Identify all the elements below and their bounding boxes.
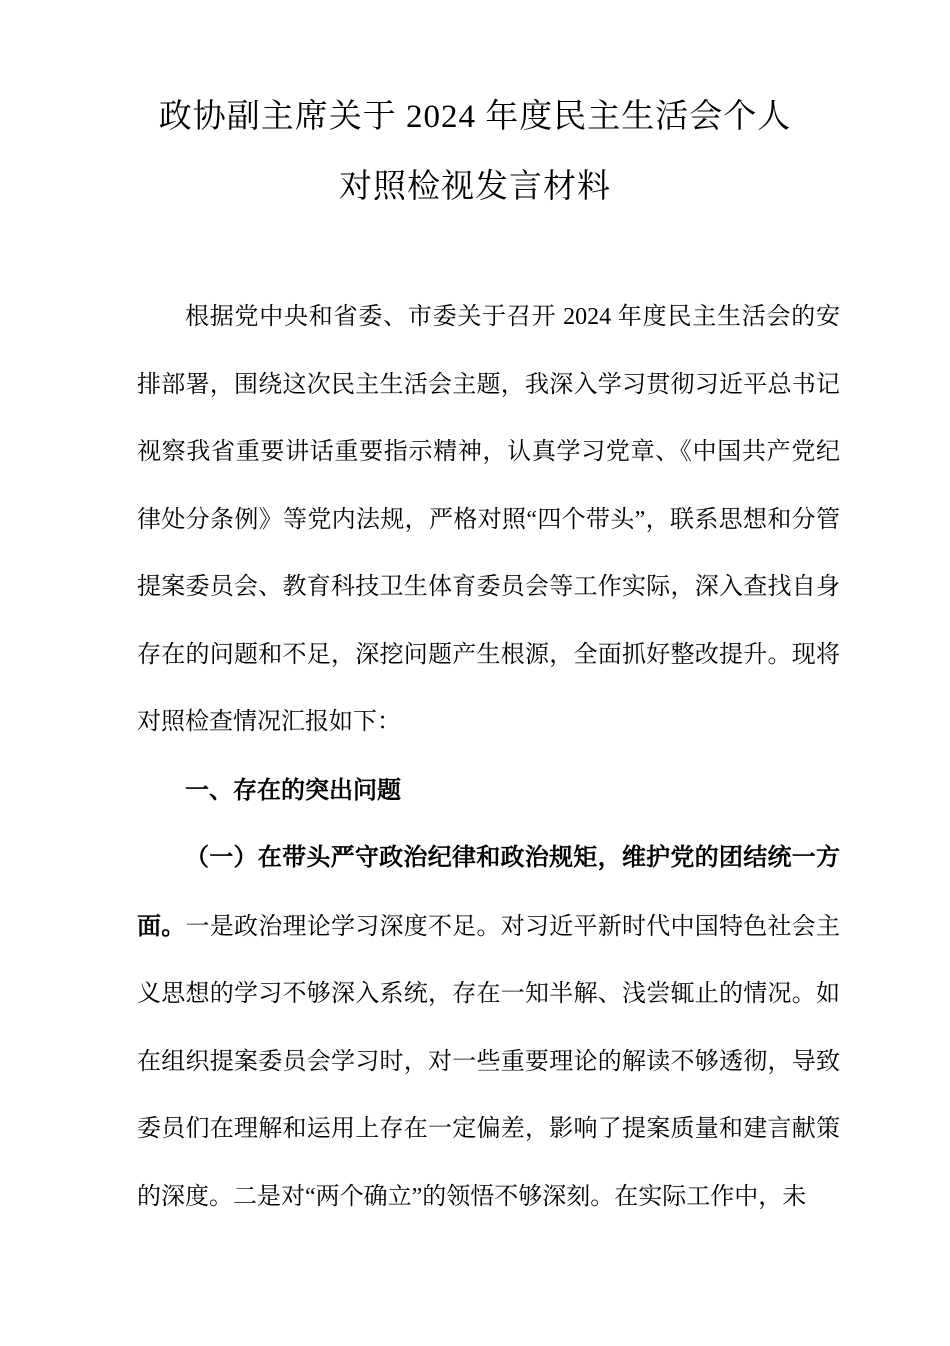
document-title-line-2: 对照检视发言材料 bbox=[339, 169, 611, 205]
subsection-1-paragraph bbox=[137, 824, 840, 1231]
intro-paragraph: 根据党中央和省委、市委关于召开 2024 年度民主生活会的安排部署，围绕这次民主生活会主题，我深入学习贯彻习近平总书记视察我省重要讲话重要指示精神，认真学习党章、《中国共产党纪律处分条例》等党内法规，严格对照“四个带头”，联系思想和分管提案委员会、教育科技卫生体育委员会等工作实际，深入查找自身存在的问题和不足，深挖问题产生根源，全面抓好整改提升。现将对照检查情况汇报如下： bbox=[137, 304, 840, 735]
document-title-line-1: 政协副主席关于 2024 年度民主生活会个人 bbox=[158, 99, 792, 135]
document-body bbox=[137, 284, 840, 1231]
subsection-1-heading: （一）在带头严守政治纪律和政治规矩，维护党的团结统一方面。 bbox=[137, 844, 840, 940]
subsection-1-text: 一是政治理论学习深度不足。对习近平新时代中国特色社会主义思想的学习不够深入系统，存在一知半解、浅尝辄止的情况。如在组织提案委员会学习时，对一些重要理论的解读不够透彻，导致委员们在理解和运用上存在一定偏差，影响了提案质量和建言献策的深度。二是对“两个确立”的领悟不够深刻。在实际工作中，未 bbox=[137, 913, 840, 1210]
section-heading-problems: 一、存在的突出问题 bbox=[185, 776, 401, 804]
document-title bbox=[0, 0, 950, 222]
